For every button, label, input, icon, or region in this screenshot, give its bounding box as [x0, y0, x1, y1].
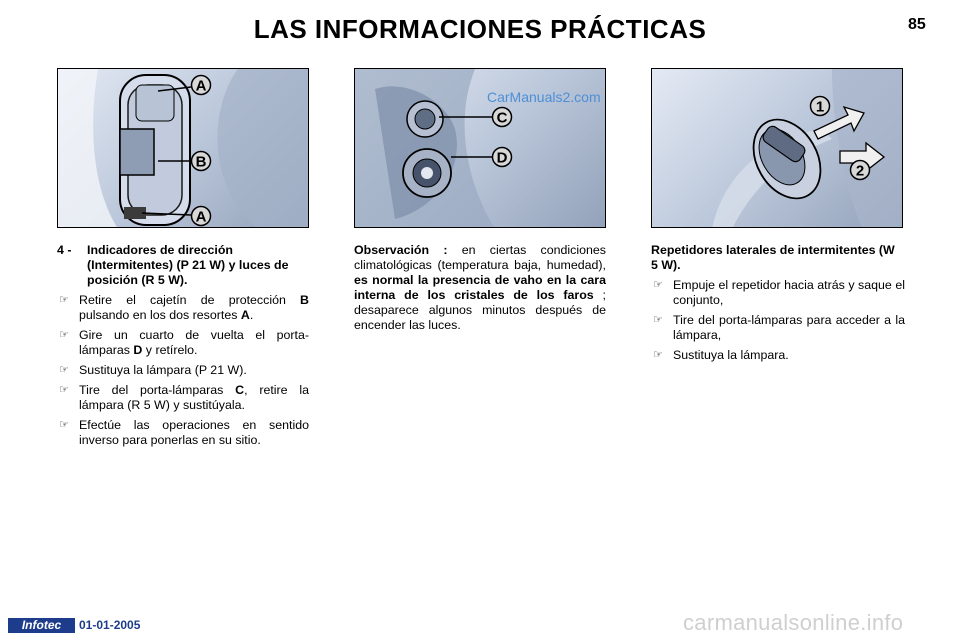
page-title: LAS INFORMACIONES PRÁCTICAS: [253, 14, 707, 44]
callout-A-bottom: [192, 207, 211, 226]
figure-1-illustration: [58, 69, 309, 228]
callout-D: [493, 148, 512, 167]
list-item: ☞ Efectúe las operaciones en sentido inverso para ponerlas en su sitio.: [59, 418, 309, 447]
section-number: 4 -: [57, 243, 72, 257]
observation-text: en ciertas condiciones climatológicas (temperatura baja, humedad),: [354, 243, 606, 272]
svg-text:B: B: [195, 153, 207, 171]
callout-2: [851, 161, 870, 180]
watermark-carmanuals: CarManuals2.com: [487, 89, 601, 105]
edition-date: 01-01-2005: [79, 618, 141, 632]
observation-emphasis: es normal la presencia de vaho en la cara interna de los cristales de los faros: [354, 273, 606, 302]
observation-label: Observación :: [354, 243, 448, 257]
observation-text-end: ; desaparece algunos minutos después de encender las luces.: [354, 288, 606, 332]
figure-turn-signal-housing: [57, 68, 309, 228]
svg-text:C: C: [496, 109, 508, 127]
column-side-repeaters: [651, 243, 905, 363]
list-item: ☞ Tire del porta-lámparas para acceder a la lámpara,: [653, 313, 905, 342]
column-observation: [354, 243, 606, 333]
pointing-hand-icon: ☞: [653, 279, 663, 291]
callout-A-top: [192, 76, 211, 95]
svg-text:1: 1: [815, 98, 825, 116]
infotec-logo: Infotec: [8, 618, 75, 633]
list-item: ☞ Sustituya la lámpara (P 21 W).: [59, 363, 247, 377]
svg-text:A: A: [195, 77, 207, 95]
section-heading-side-repeaters: Repetidores laterales de intermitentes (W 5 W).: [651, 243, 895, 272]
list-item: ☞ Retire el cajetín de protección B pulsando en los dos resortes A.: [59, 293, 309, 322]
list-item: ☞ Empuje el repetidor hacia atrás y saque el conjunto,: [653, 278, 905, 307]
pointing-hand-icon: ☞: [59, 384, 69, 396]
svg-text:A: A: [195, 208, 207, 226]
page-number: 85: [908, 16, 926, 33]
callout-1: [811, 97, 830, 116]
pointing-hand-icon: ☞: [59, 329, 69, 341]
pointing-hand-icon: ☞: [59, 419, 69, 431]
list-item: ☞ Gire un cuarto de vuelta el porta-lámparas D y retírelo.: [59, 328, 309, 357]
section-heading-turn-signals: [57, 243, 309, 288]
list-item: ☞ Tire del porta-lámparas C, retire la lámpara (R 5 W) y sustitúyala.: [59, 383, 310, 412]
pointing-hand-icon: ☞: [653, 349, 663, 361]
figure-3-illustration: [652, 69, 903, 228]
callout-C: [493, 108, 512, 127]
svg-text:D: D: [496, 149, 508, 167]
pointing-hand-icon: ☞: [653, 314, 663, 326]
section-heading-text: Indicadores de dirección (Intermitentes) (P 21 W) y luces de posición (R 5 W).: [87, 243, 289, 287]
svg-text:2: 2: [855, 162, 865, 180]
callout-B: [192, 152, 211, 171]
column-turn-signals: [57, 243, 309, 448]
watermark-carmanualsonline: carmanualsonline.info: [683, 610, 904, 635]
pointing-hand-icon: ☞: [59, 364, 69, 376]
pointing-hand-icon: ☞: [59, 294, 69, 306]
list-item: ☞ Sustituya la lámpara.: [653, 348, 789, 362]
figure-side-repeater: [651, 68, 903, 228]
